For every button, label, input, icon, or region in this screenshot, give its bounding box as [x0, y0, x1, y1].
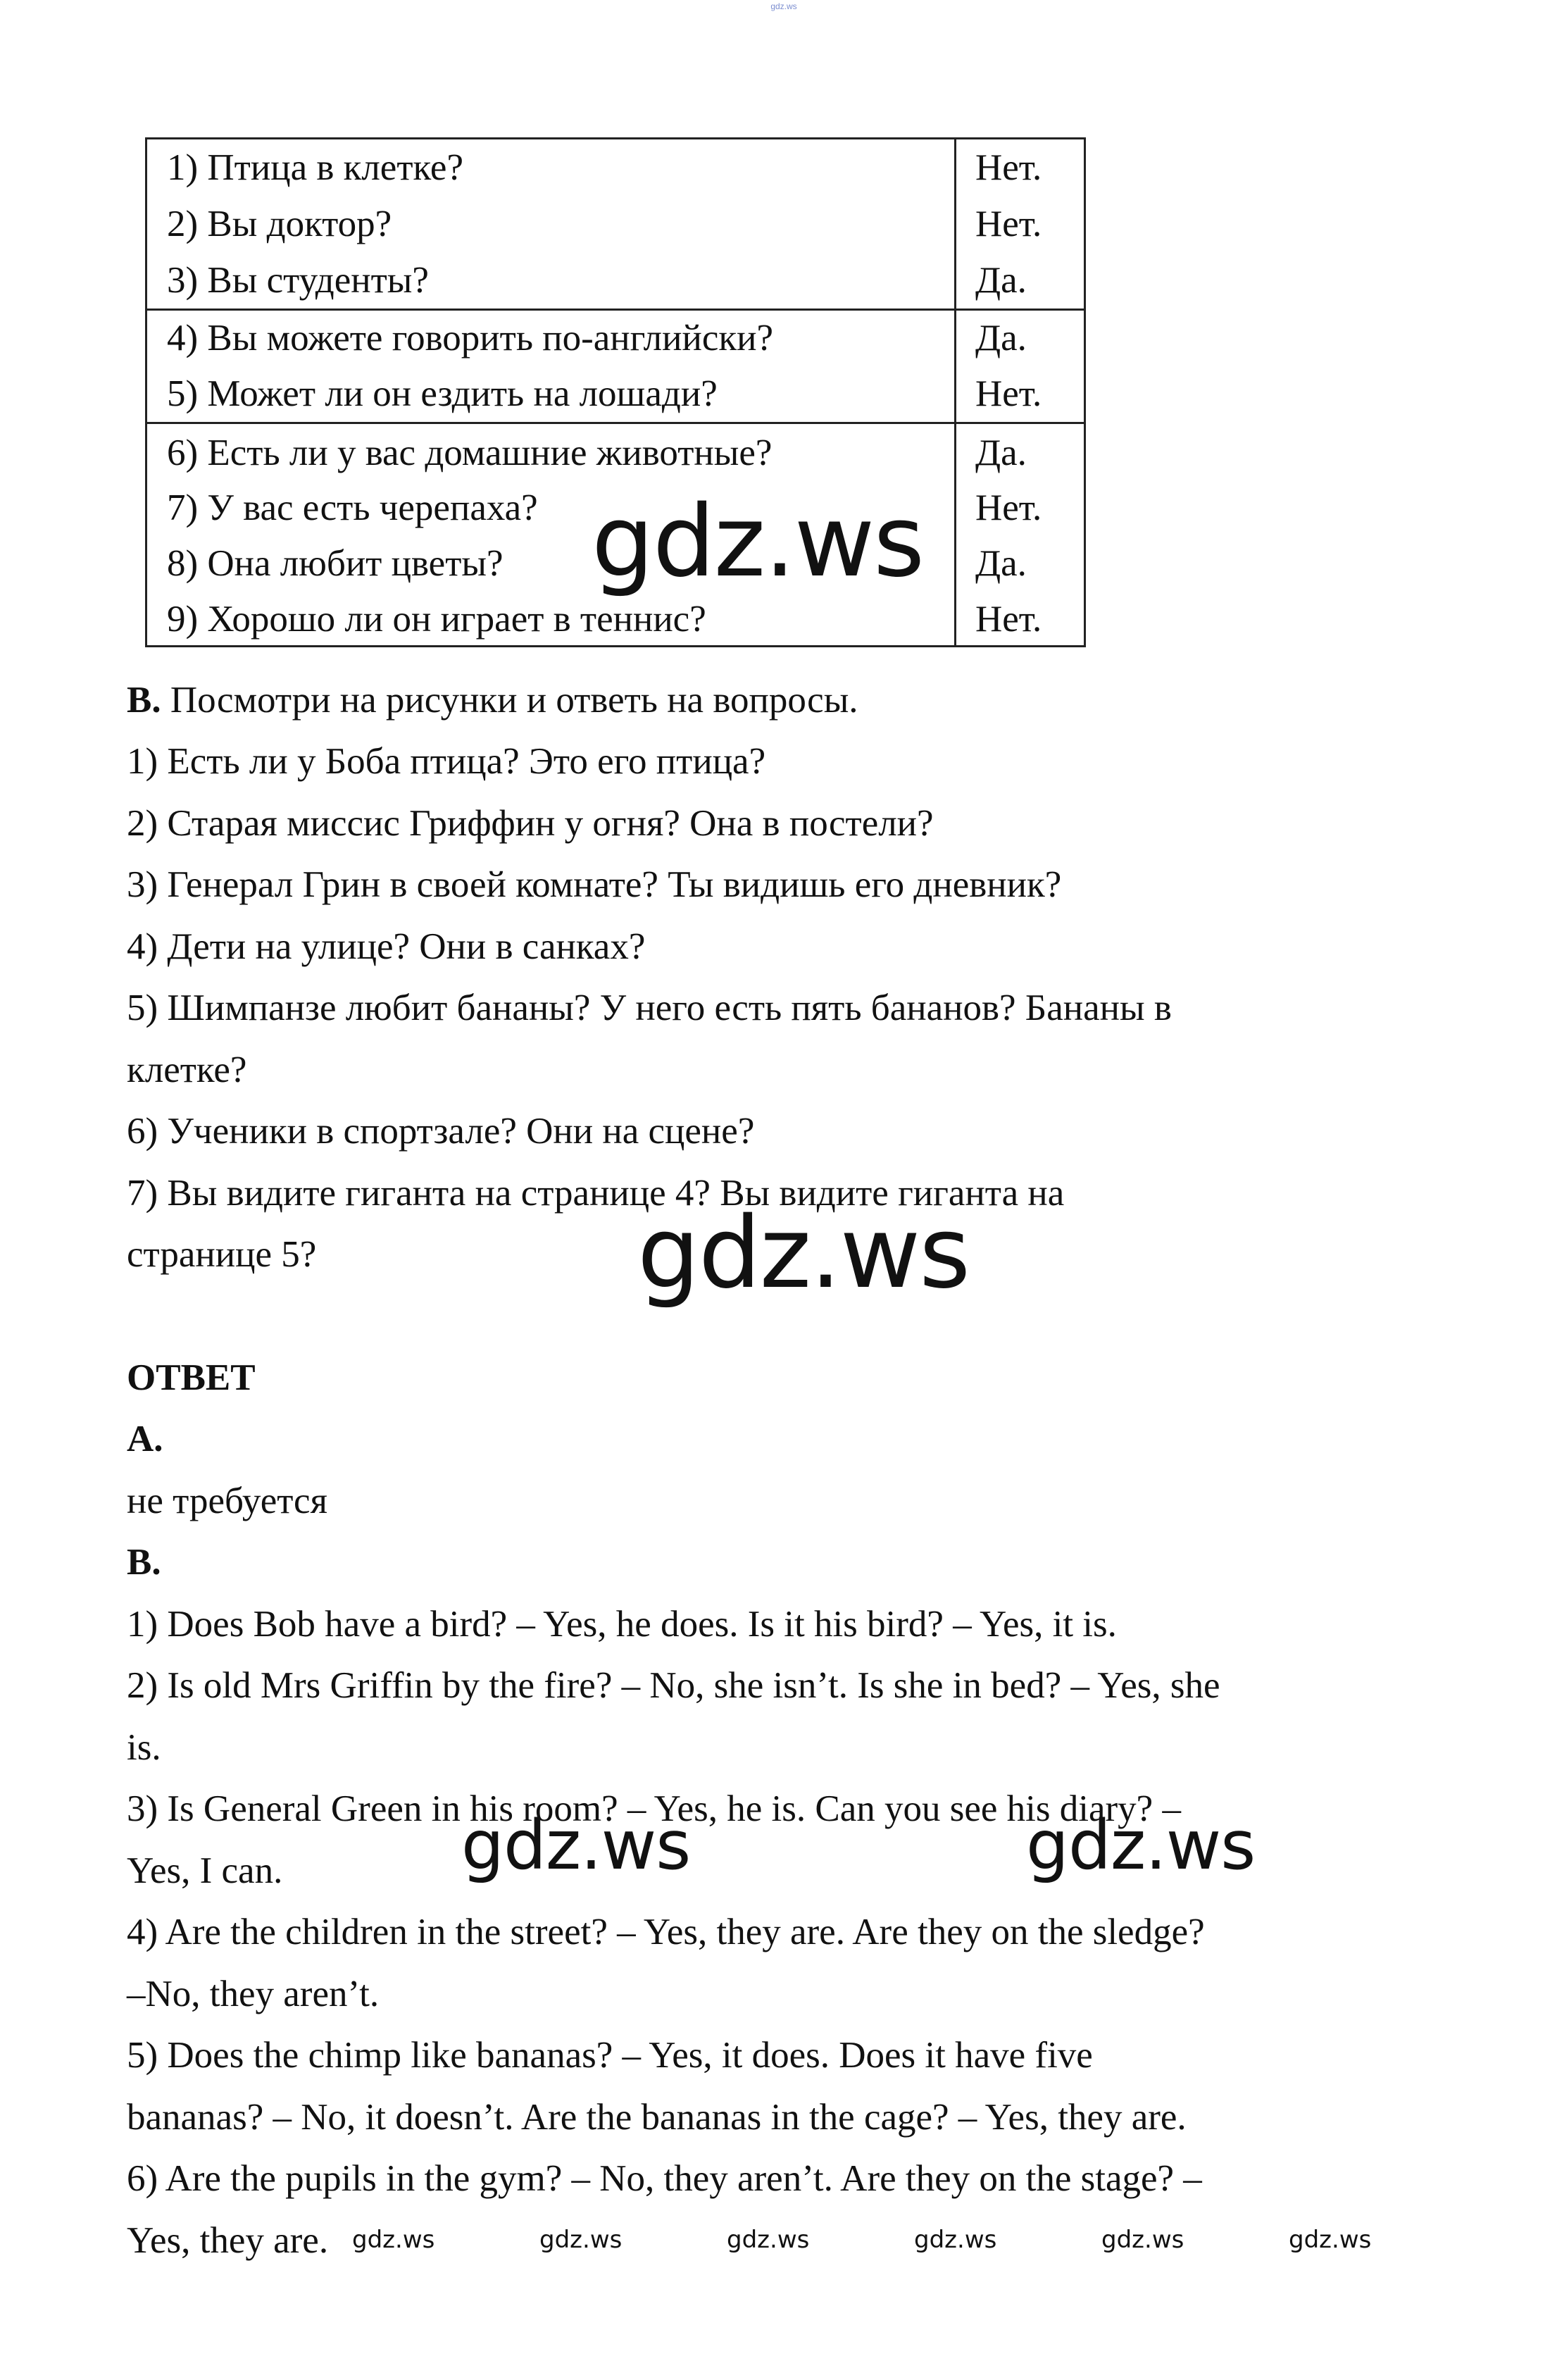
answer-b-label: B.: [127, 1542, 161, 1583]
task-b-line: 1) Есть ли у Боба птица? Это его птица?: [127, 741, 766, 782]
task-b-line: 5) Шимпанзе любит бананы? У него есть пять бананов? Бананы в: [127, 987, 1172, 1028]
table-row: [147, 140, 1084, 195]
table-row: [147, 197, 1084, 251]
table-group-1: [147, 139, 1084, 311]
question-cell: 1) Птица в клетке?: [167, 147, 463, 188]
answer-line: bananas? – No, it doesn’t. Are the bananas in the cage? – Yes, they are.: [127, 2097, 1187, 2138]
footer-watermark: gdz.ws: [727, 2226, 810, 2254]
answer-line: 6) Are the pupils in the gym? – No, they aren’t. Are they on the stage? –: [127, 2158, 1202, 2199]
answer-cell: Да.: [975, 543, 1027, 584]
answer-line: 1) Does Bob have a bird? – Yes, he does. Is it his bird? – Yes, it is.: [127, 1604, 1117, 1645]
table-row: [147, 311, 1084, 366]
task-b-line: странице 5?: [127, 1234, 317, 1275]
task-b-line: 2) Старая миссис Гриффин у огня? Она в постели?: [127, 803, 934, 844]
task-b-line: 7) Вы видите гиганта на странице 4? Вы видите гиганта на: [127, 1173, 1065, 1214]
table-watermark: gdz.ws: [592, 485, 924, 599]
answer-cell: Да.: [975, 318, 1027, 359]
answer-cell: Да.: [975, 260, 1027, 301]
table-row: [147, 366, 1084, 421]
table-group-2: [147, 309, 1084, 424]
answer-a-text: не требуется: [127, 1481, 327, 1521]
footer-watermark: gdz.ws: [1289, 2226, 1372, 2254]
answer-line: 2) Is old Mrs Griffin by the fire? – No, she isn’t. Is she in bed? – Yes, she: [127, 1665, 1220, 1706]
table-row: [147, 425, 1084, 480]
answer-line: 5) Does the chimp like bananas? – Yes, it does. Does it have five: [127, 2035, 1093, 2076]
answer-cell: Да.: [975, 432, 1027, 473]
answer-cell: Нет.: [975, 373, 1042, 414]
footer-watermark: gdz.ws: [914, 2226, 997, 2254]
answer-line: –No, they aren’t.: [127, 1974, 380, 2014]
answer-cell: Нет.: [975, 147, 1042, 188]
answer-cell: Нет.: [975, 599, 1042, 640]
answer-line: 4) Are the children in the street? – Yes, they are. Are they on the sledge?: [127, 1912, 1205, 1952]
answer-cell: Нет.: [975, 487, 1042, 528]
question-cell: 7) У вас есть черепаха?: [167, 487, 538, 528]
question-cell: 3) Вы студенты?: [167, 260, 429, 301]
task-b-intro: [127, 678, 858, 723]
answer-cell: Нет.: [975, 204, 1042, 244]
question-cell: 2) Вы доктор?: [167, 204, 392, 244]
question-cell: 8) Она любит цветы?: [167, 543, 504, 584]
question-cell: 9) Хорошо ли он играет в теннис?: [167, 599, 706, 640]
footer-watermark: gdz.ws: [1101, 2226, 1184, 2254]
task-b-line: 6) Ученики в спортзале? Они на сцене?: [127, 1111, 755, 1152]
table-row: [147, 592, 1084, 647]
footer-watermark: gdz.ws: [539, 2226, 623, 2254]
task-b-label: B.: [127, 680, 161, 721]
header-watermark: gdz.ws: [770, 1, 797, 11]
answer-heading: ОТВЕТ: [127, 1357, 256, 1398]
question-cell: 6) Есть ли у вас домашние животные?: [167, 432, 773, 473]
task-b-line: 4) Дети на улице? Они в санках?: [127, 926, 646, 967]
task-b-line: 3) Генерал Грин в своей комнате? Ты видишь его дневник?: [127, 864, 1062, 905]
middle-watermark: gdz.ws: [637, 1196, 970, 1311]
answer-line: 3) Is General Green in his room? – Yes, he is. Can you see his diary? –: [127, 1788, 1181, 1829]
question-cell: 5) Может ли он ездить на лошади?: [167, 373, 718, 414]
answer-a-label: А.: [127, 1419, 163, 1459]
task-b-intro-text: Посмотри на рисунки и ответь на вопросы.: [161, 680, 858, 721]
answer-line: Yes, I can.: [127, 1850, 283, 1891]
footer-watermark: gdz.ws: [352, 2226, 435, 2254]
table-row: [147, 253, 1084, 308]
answer-line: is.: [127, 1727, 161, 1768]
answer-watermark-right: gdz.ws: [1026, 1806, 1256, 1885]
answer-watermark-left: gdz.ws: [461, 1806, 691, 1885]
question-cell: 4) Вы можете говорить по-английски?: [167, 318, 774, 359]
answer-line: Yes, they are.: [127, 2220, 329, 2261]
task-b-line: клетке?: [127, 1049, 247, 1090]
